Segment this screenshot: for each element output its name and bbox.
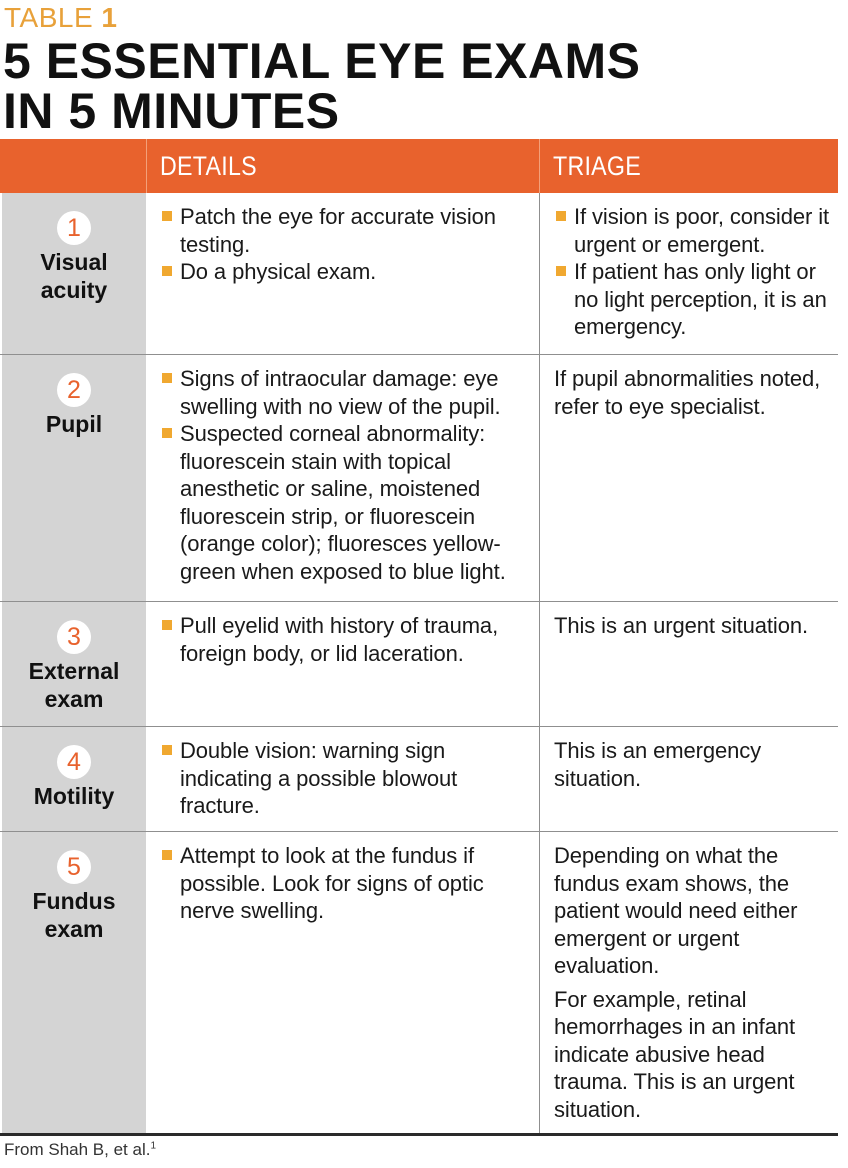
bullet-square-icon	[556, 211, 566, 221]
bullet-square-icon	[556, 266, 566, 276]
row-label	[2, 410, 146, 438]
details-item-text: Patch the eye for accurate vision testing.	[180, 204, 496, 257]
header-triage: TRIAGE	[553, 151, 641, 181]
triage-cell	[539, 355, 839, 601]
bullet-square-icon	[162, 211, 172, 221]
bullet-square-icon	[162, 850, 172, 860]
triage-item	[554, 258, 833, 341]
triage-text: For example, retinal hemorrhages in an infant indicate abusive head trauma. This is an urgent situation.	[554, 986, 795, 1122]
bullet-square-icon	[162, 266, 172, 276]
details-item-text: Signs of intraocular damage: eye swelling with no view of the pupil.	[180, 366, 501, 419]
row-label-cell	[2, 727, 146, 831]
row-label-line: exam	[44, 686, 104, 712]
triage-text: Depending on what the fundus exam shows, the patient would need either emergent or urgent evaluation.	[554, 843, 798, 978]
triage-item-text: If vision is poor, consider it urgent or emergent.	[574, 204, 830, 257]
table-row-motility	[0, 727, 838, 832]
details-cell	[146, 727, 539, 820]
triage-cell	[539, 602, 839, 726]
details-item	[160, 258, 533, 286]
header-divider	[146, 139, 147, 193]
row-label	[2, 248, 146, 304]
triage-text: This is an emergency situation.	[554, 738, 762, 791]
table-row-fundus-exam	[0, 832, 838, 1136]
details-item-text: Do a physical exam.	[180, 259, 377, 284]
table-label	[4, 2, 117, 34]
details-item	[160, 842, 533, 925]
footnote-ref: 1	[150, 1140, 157, 1152]
row-number-badge: 2	[57, 373, 91, 407]
details-cell	[146, 193, 539, 286]
details-item-text: Attempt to look at the fundus if possible. Look for signs of optic nerve swelling.	[180, 843, 484, 923]
details-cell	[146, 355, 539, 585]
table-label-text: TABLE	[4, 2, 94, 33]
details-cell	[146, 602, 539, 667]
bullet-square-icon	[162, 373, 172, 383]
details-cell	[146, 832, 539, 925]
source-footnote	[4, 1140, 156, 1160]
triage-item-text: If patient has only light or no light perception, it is an emergency.	[574, 259, 827, 339]
triage-cell	[539, 193, 839, 354]
footnote-text: From Shah B, et al.	[4, 1140, 151, 1159]
details-item-text: Double vision: warning sign indicating a possible blowout fracture.	[180, 738, 458, 818]
row-number-badge: 1	[57, 211, 91, 245]
row-label-line: Visual	[40, 249, 108, 275]
row-number-badge: 4	[57, 745, 91, 779]
triage-text: If pupil abnormalities noted, refer to eye specialist.	[554, 366, 821, 419]
triage-cell	[539, 727, 839, 831]
table-row-visual-acuity	[0, 193, 838, 355]
table-header	[0, 139, 838, 193]
row-label-line: Fundus	[32, 888, 116, 914]
row-number-badge: 5	[57, 850, 91, 884]
bullet-square-icon	[162, 620, 172, 630]
details-item-text: Suspected corneal abnormality: fluorescein stain with topical anesthetic or saline, moistened fluorescein strip, or fluorescein (orange color); fluoresces yellow-green when exposed to blue light.	[180, 421, 506, 584]
row-label-line: Motility	[33, 783, 115, 809]
triage-item	[554, 203, 833, 258]
row-label	[2, 782, 146, 810]
details-item	[160, 365, 533, 420]
row-label-cell	[2, 355, 146, 601]
details-item-text: Pull eyelid with history of trauma, foreign body, or lid laceration.	[180, 613, 499, 666]
details-item	[160, 612, 533, 667]
table-body	[0, 193, 838, 1136]
bullet-square-icon	[162, 745, 172, 755]
triage-cell	[539, 832, 839, 1133]
details-item	[160, 203, 533, 258]
row-label-cell	[2, 602, 146, 726]
row-label-line: Pupil	[45, 411, 103, 437]
row-label-line: acuity	[40, 277, 108, 303]
row-label-cell	[2, 832, 146, 1133]
bullet-square-icon	[162, 428, 172, 438]
title-line-2: IN 5 MINUTES	[3, 83, 340, 139]
details-item	[160, 737, 533, 820]
triage-text: This is an urgent situation.	[554, 613, 809, 638]
table-number: 1	[101, 2, 118, 33]
row-label	[2, 657, 146, 713]
header-divider	[539, 139, 540, 193]
row-label-line: External	[28, 658, 120, 684]
title-line-1: 5 ESSENTIAL EYE EXAMS	[3, 33, 641, 89]
header-details: DETAILS	[160, 151, 257, 181]
row-number-badge: 3	[57, 620, 91, 654]
page-title	[3, 33, 641, 139]
table-row-external-exam	[0, 602, 838, 727]
row-label	[2, 887, 146, 943]
table-row-pupil	[0, 355, 838, 602]
row-label-cell	[2, 193, 146, 354]
row-label-line: exam	[44, 916, 104, 942]
details-item	[160, 420, 533, 585]
